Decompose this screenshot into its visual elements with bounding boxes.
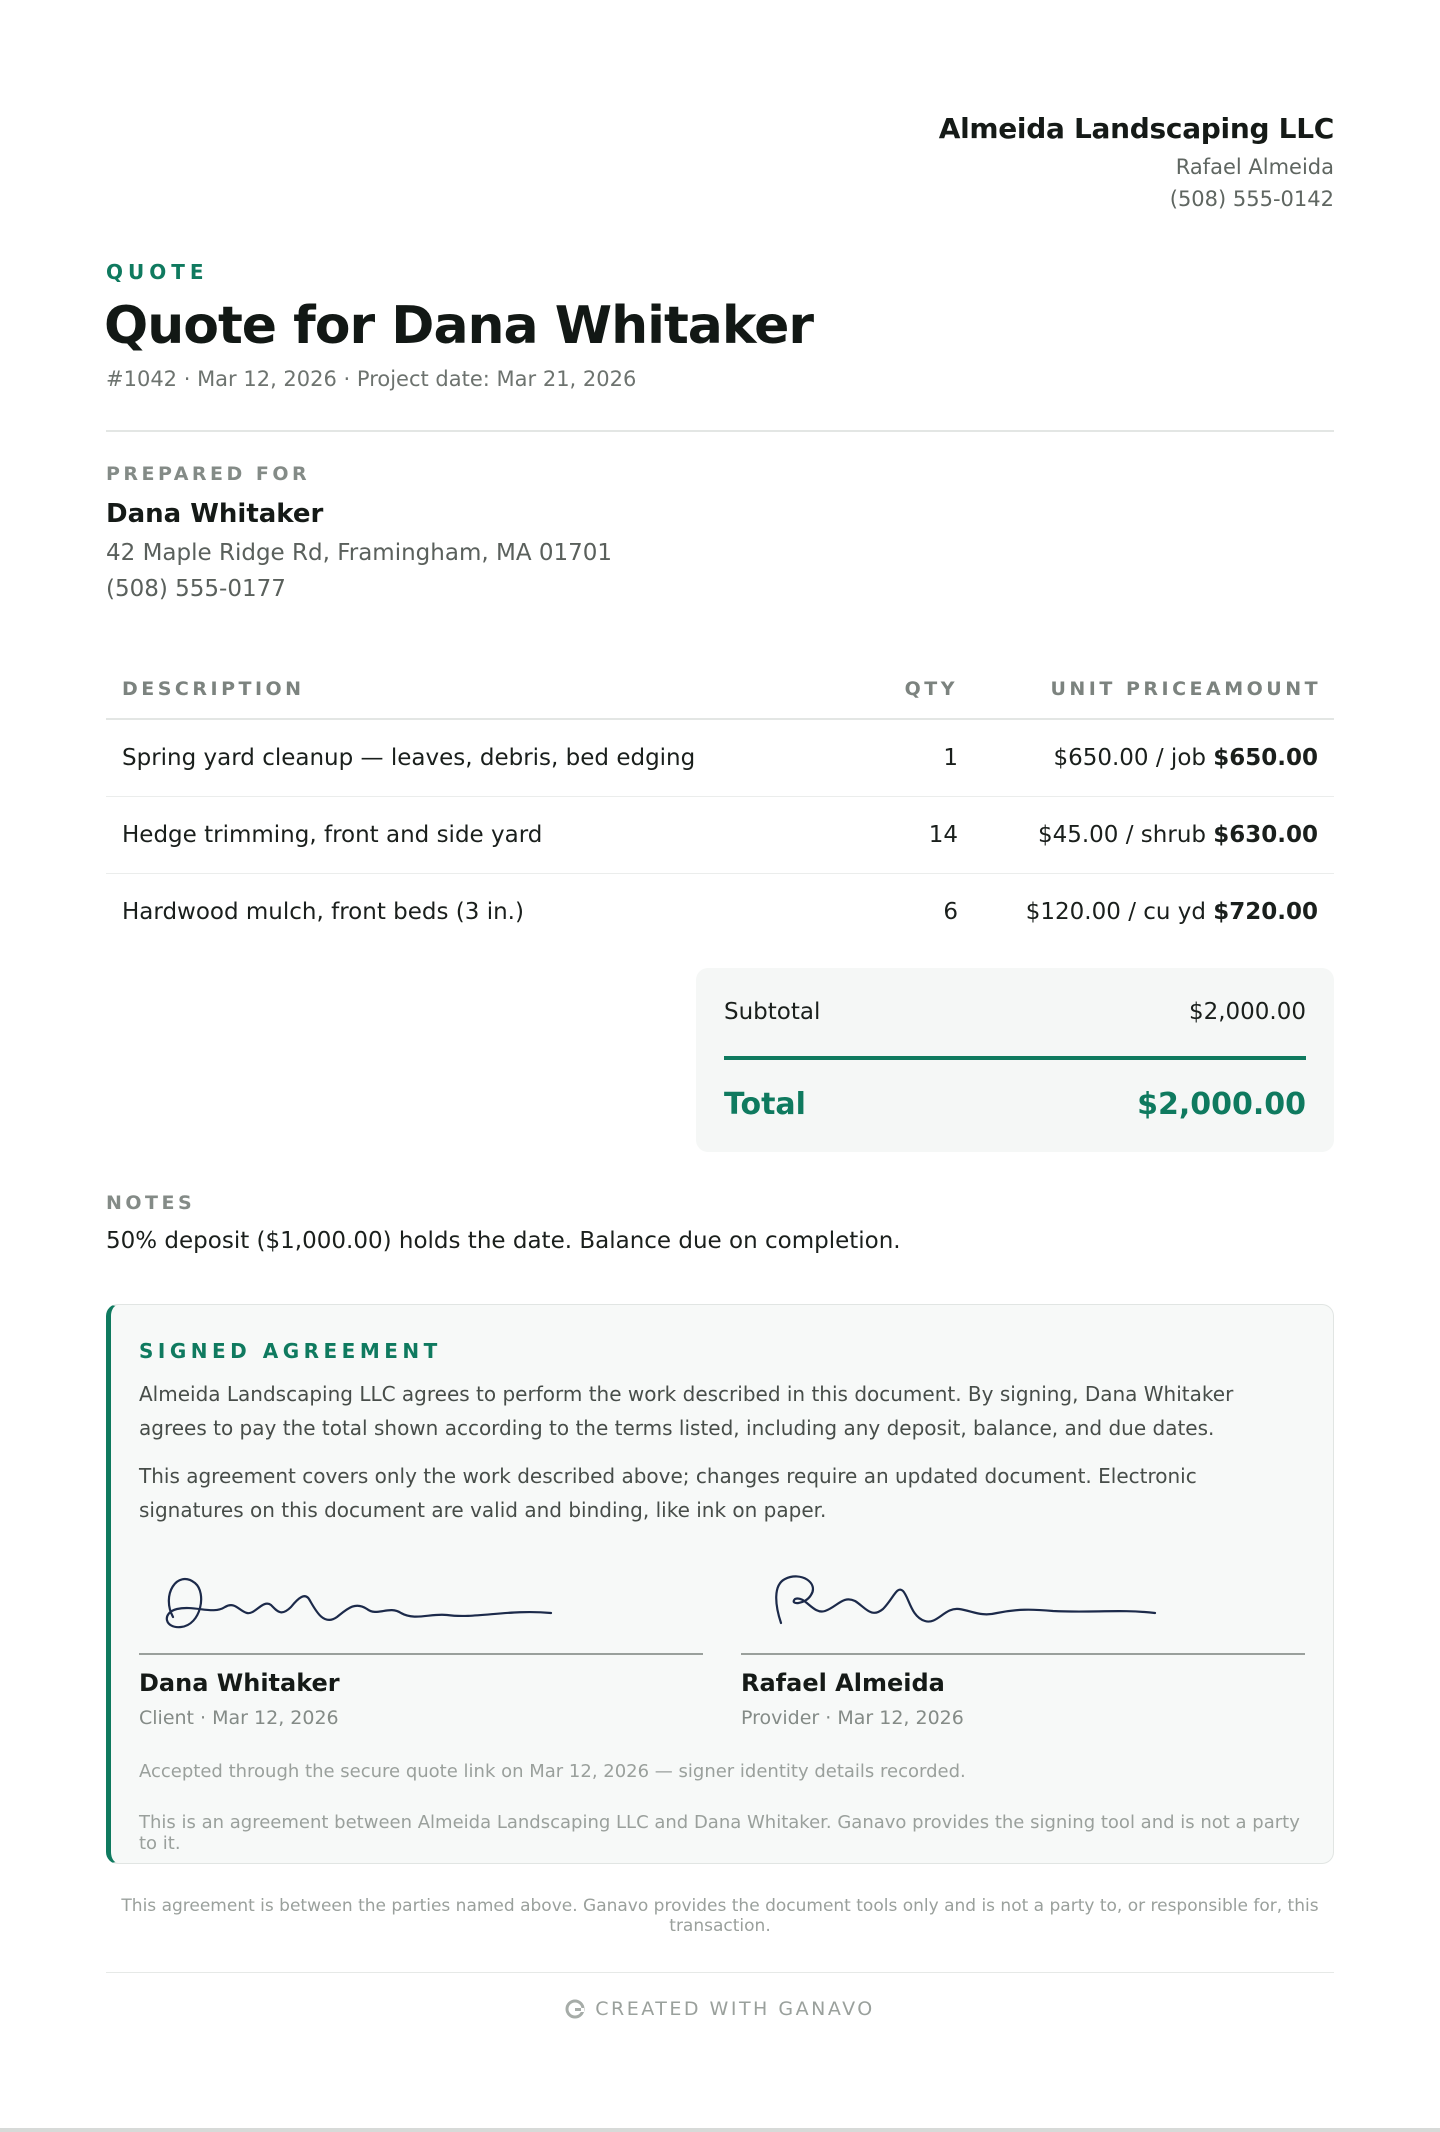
- table-row: [106, 797, 1334, 874]
- total-value: $2,000.00: [1137, 1086, 1306, 1122]
- business-owner: Rafael Almeida: [1175, 155, 1334, 179]
- acceptance-note: Accepted through the secure quote link on Mar 12, 2026 — signer identity details recorded.: [139, 1761, 966, 1782]
- subtotal-value: $2,000.00: [1188, 999, 1306, 1025]
- document-type-label: QUOTE: [106, 260, 209, 284]
- disclaimer: This agreement is between the parties named above. Ganavo provides the document tools only and is not a party to, or responsible for, this transaction.: [121, 1896, 1319, 1936]
- subtotal-row: [724, 968, 1306, 1060]
- total-label: Total: [724, 1086, 806, 1122]
- item-amount: $650.00: [1213, 745, 1318, 771]
- item-description: Hedge trimming, front and side yard: [122, 822, 543, 848]
- client-phone: (508) 555-0177: [106, 576, 286, 602]
- table-row: [106, 720, 1334, 797]
- column-header-unit-price: UNIT PRICE: [1050, 678, 1206, 700]
- client-name: Dana Whitaker: [106, 499, 324, 529]
- notes-section: [106, 1192, 901, 1254]
- subtotal-label: Subtotal: [724, 999, 821, 1025]
- divider: [106, 430, 1334, 432]
- signer-role-date: Client · Mar 12, 2026: [139, 1707, 339, 1729]
- item-unit-price: $45.00 / shrub: [1037, 822, 1206, 848]
- notes-label: NOTES: [106, 1192, 196, 1214]
- agreement-paragraph: Almeida Landscaping LLC agrees to perform the work described in this document. By signing, Dana Whitaker agrees to pay the total shown according to the terms listed, including any deposit, balance, and due dates.: [139, 1382, 1234, 1440]
- provider-signature-image: [741, 1557, 1305, 1655]
- column-header-qty: QTY: [904, 678, 958, 700]
- line-items-table: [106, 660, 1334, 950]
- item-qty: 6: [943, 899, 958, 925]
- bottom-edge: [0, 2128, 1440, 2132]
- business-phone: (508) 555-0142: [1169, 187, 1334, 211]
- table-row: [106, 874, 1334, 950]
- column-header-amount: AMOUNT: [1206, 678, 1322, 700]
- business-name: Almeida Landscaping LLC: [938, 112, 1334, 145]
- footer-divider: [106, 1972, 1334, 1973]
- signatures: [139, 1557, 1305, 1729]
- item-description: Spring yard cleanup — leaves, debris, bed edging: [122, 745, 696, 771]
- signature-drawing: [159, 1565, 559, 1645]
- prepared-for-section: [106, 463, 612, 602]
- provider-signature-block: [741, 1557, 1305, 1729]
- prepared-for-label: PREPARED FOR: [106, 463, 311, 485]
- client-signature-image: [139, 1557, 703, 1655]
- page-title: Quote for Dana Whitaker: [104, 296, 813, 356]
- item-amount: $630.00: [1213, 822, 1318, 848]
- signer-name: Rafael Almeida: [741, 1669, 945, 1697]
- business-info: [939, 112, 1334, 211]
- signer-name: Dana Whitaker: [139, 1669, 340, 1697]
- item-unit-price: $650.00 / job: [1053, 745, 1206, 771]
- agreement-paragraph: This agreement covers only the work described above; changes require an updated document. Electronic signatures on this document are valid and binding, like ink on paper.: [139, 1464, 1197, 1522]
- item-amount: $720.00: [1213, 899, 1318, 925]
- signed-agreement-card: [106, 1304, 1334, 1864]
- signer-role-date: Provider · Mar 12, 2026: [741, 1707, 964, 1729]
- table-header: [106, 660, 1334, 720]
- column-header-description: DESCRIPTION: [122, 678, 305, 700]
- notes-text: 50% deposit ($1,000.00) holds the date. Balance due on completion.: [106, 1228, 901, 1254]
- agreement-title: SIGNED AGREEMENT: [139, 1339, 442, 1363]
- totals-box: [696, 968, 1334, 1152]
- parties-note: This is an agreement between Almeida Landscaping LLC and Dana Whitaker. Ganavo provides the signing tool and is not a party to it.: [139, 1812, 1300, 1854]
- total-row: [724, 1060, 1306, 1148]
- client-address: 42 Maple Ridge Rd, Framingham, MA 01701: [106, 540, 613, 566]
- footer-branding[interactable]: [0, 1998, 1440, 2020]
- item-unit-price: $120.00 / cu yd: [1025, 899, 1206, 925]
- item-qty: 14: [928, 822, 958, 848]
- client-signature-block: [139, 1557, 703, 1729]
- ganavo-logo-icon: [565, 1999, 585, 2019]
- signature-drawing: [761, 1565, 1161, 1645]
- item-description: Hardwood mulch, front beds (3 in.): [122, 899, 524, 925]
- brand-text: CREATED WITH GANAVO: [595, 1998, 875, 2020]
- quote-meta: #1042 · Mar 12, 2026 · Project date: Mar 21, 2026: [106, 367, 637, 391]
- item-qty: 1: [943, 745, 958, 771]
